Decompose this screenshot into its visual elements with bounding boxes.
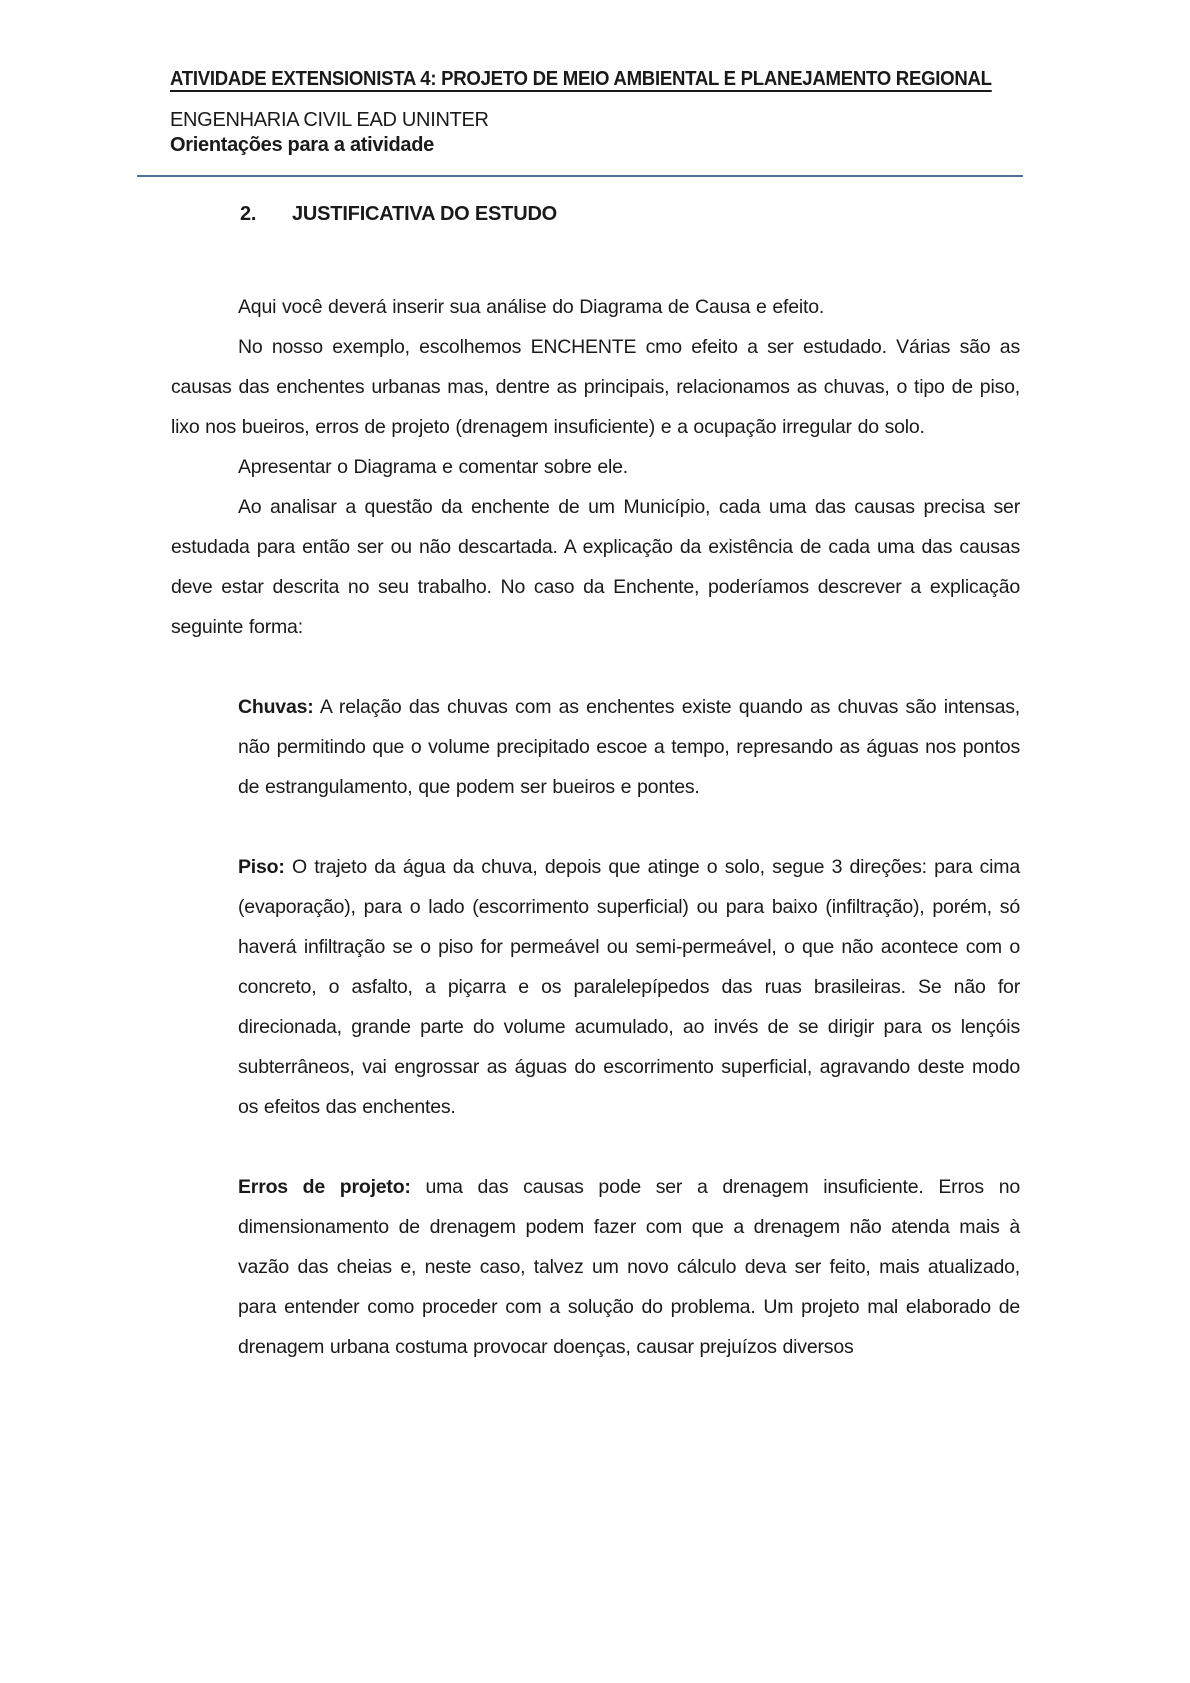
cause-block-piso xyxy=(238,847,1020,1127)
cause-label-chuvas: Chuvas: xyxy=(238,696,314,718)
paragraph-analysis: Ao analisar a questão da enchente de um Município, cada uma das causas precisa ser estudada para então ser ou não descartada. A explicação da existência de cada uma das causas deve estar descrita no seu trabalho. No caso da Enchente, poderíamos descrever a explicação seguinte forma: xyxy=(171,496,1020,638)
document-subtitle-course: ENGENHARIA CIVIL EAD UNINTER xyxy=(170,109,489,131)
paragraph-example: No nosso exemplo, escolhemos ENCHENTE cmo efeito a ser estudado. Várias são as causas das enchentes urbanas mas, dentre as principais, relacionamos as chuvas, o tipo de piso, lixo nos bueiros, erros de projeto (drenagem insuficiente) e a ocupação irregular do solo. xyxy=(171,336,1020,438)
cause-label-erros-de-projeto: Erros de projeto: xyxy=(238,1176,411,1198)
cause-label-piso: Piso: xyxy=(238,856,285,878)
document-header xyxy=(170,66,1022,158)
cause-block-chuvas xyxy=(238,687,1020,807)
cause-text-chuvas: A relação das chuvas com as enchentes existe quando as chuvas são intensas, não permitindo que o volume precipitado escoe a tempo, represando as águas nos pontos de estrangulamento, que podem ser bueiros e pontes. xyxy=(238,696,1020,798)
document-title: ATIVIDADE EXTENSIONISTA 4: PROJETO DE MEIO AMBIENTAL E PLANEJAMENTO REGIONAL xyxy=(170,68,992,90)
cause-text-erros-de-projeto: uma das causas pode ser a drenagem insuficiente. Erros no dimensionamento de drenagem podem fazer com que a drenagem não atenda mais à vazão das cheias e, neste caso, talvez um novo cálculo deva ser feito, mais atualizado, para entender como proceder com a solução do problema. Um projeto mal elaborado de drenagem urbana costuma provocar doenças, causar prejuízos diversos xyxy=(238,1176,1020,1358)
section-heading xyxy=(240,200,1020,228)
document-body xyxy=(171,200,1020,1367)
header-divider xyxy=(137,175,1023,177)
cause-text-piso: O trajeto da água da chuva, depois que atinge o solo, segue 3 direções: para cima (evaporação), para o lado (escorrimento superficial) ou para baixo (infiltração), porém, só haverá infiltração se o piso for permeável ou semi-permeável, o que não acontece com o concreto, o asfalto, a piçarra e os paralelepípedos das ruas brasileiras. Se não for direcionada, grande parte do volume acumulado, ao invés de se dirigir para os lençóis subterrâneos, vai engrossar as águas do escorrimento superficial, agravando deste modo os efeitos das enchentes. xyxy=(238,856,1020,1118)
section-number: 2. xyxy=(240,203,257,225)
paragraph-present-diagram: Apresentar o Diagrama e comentar sobre ele. xyxy=(238,456,629,478)
cause-block-erros-de-projeto xyxy=(238,1167,1020,1367)
document-subtitle-orientations: Orientações para a atividade xyxy=(170,134,434,156)
paragraph-intro: Aqui você deverá inserir sua análise do Diagrama de Causa e efeito. xyxy=(238,296,825,318)
section-title: JUSTIFICATIVA DO ESTUDO xyxy=(292,203,558,225)
